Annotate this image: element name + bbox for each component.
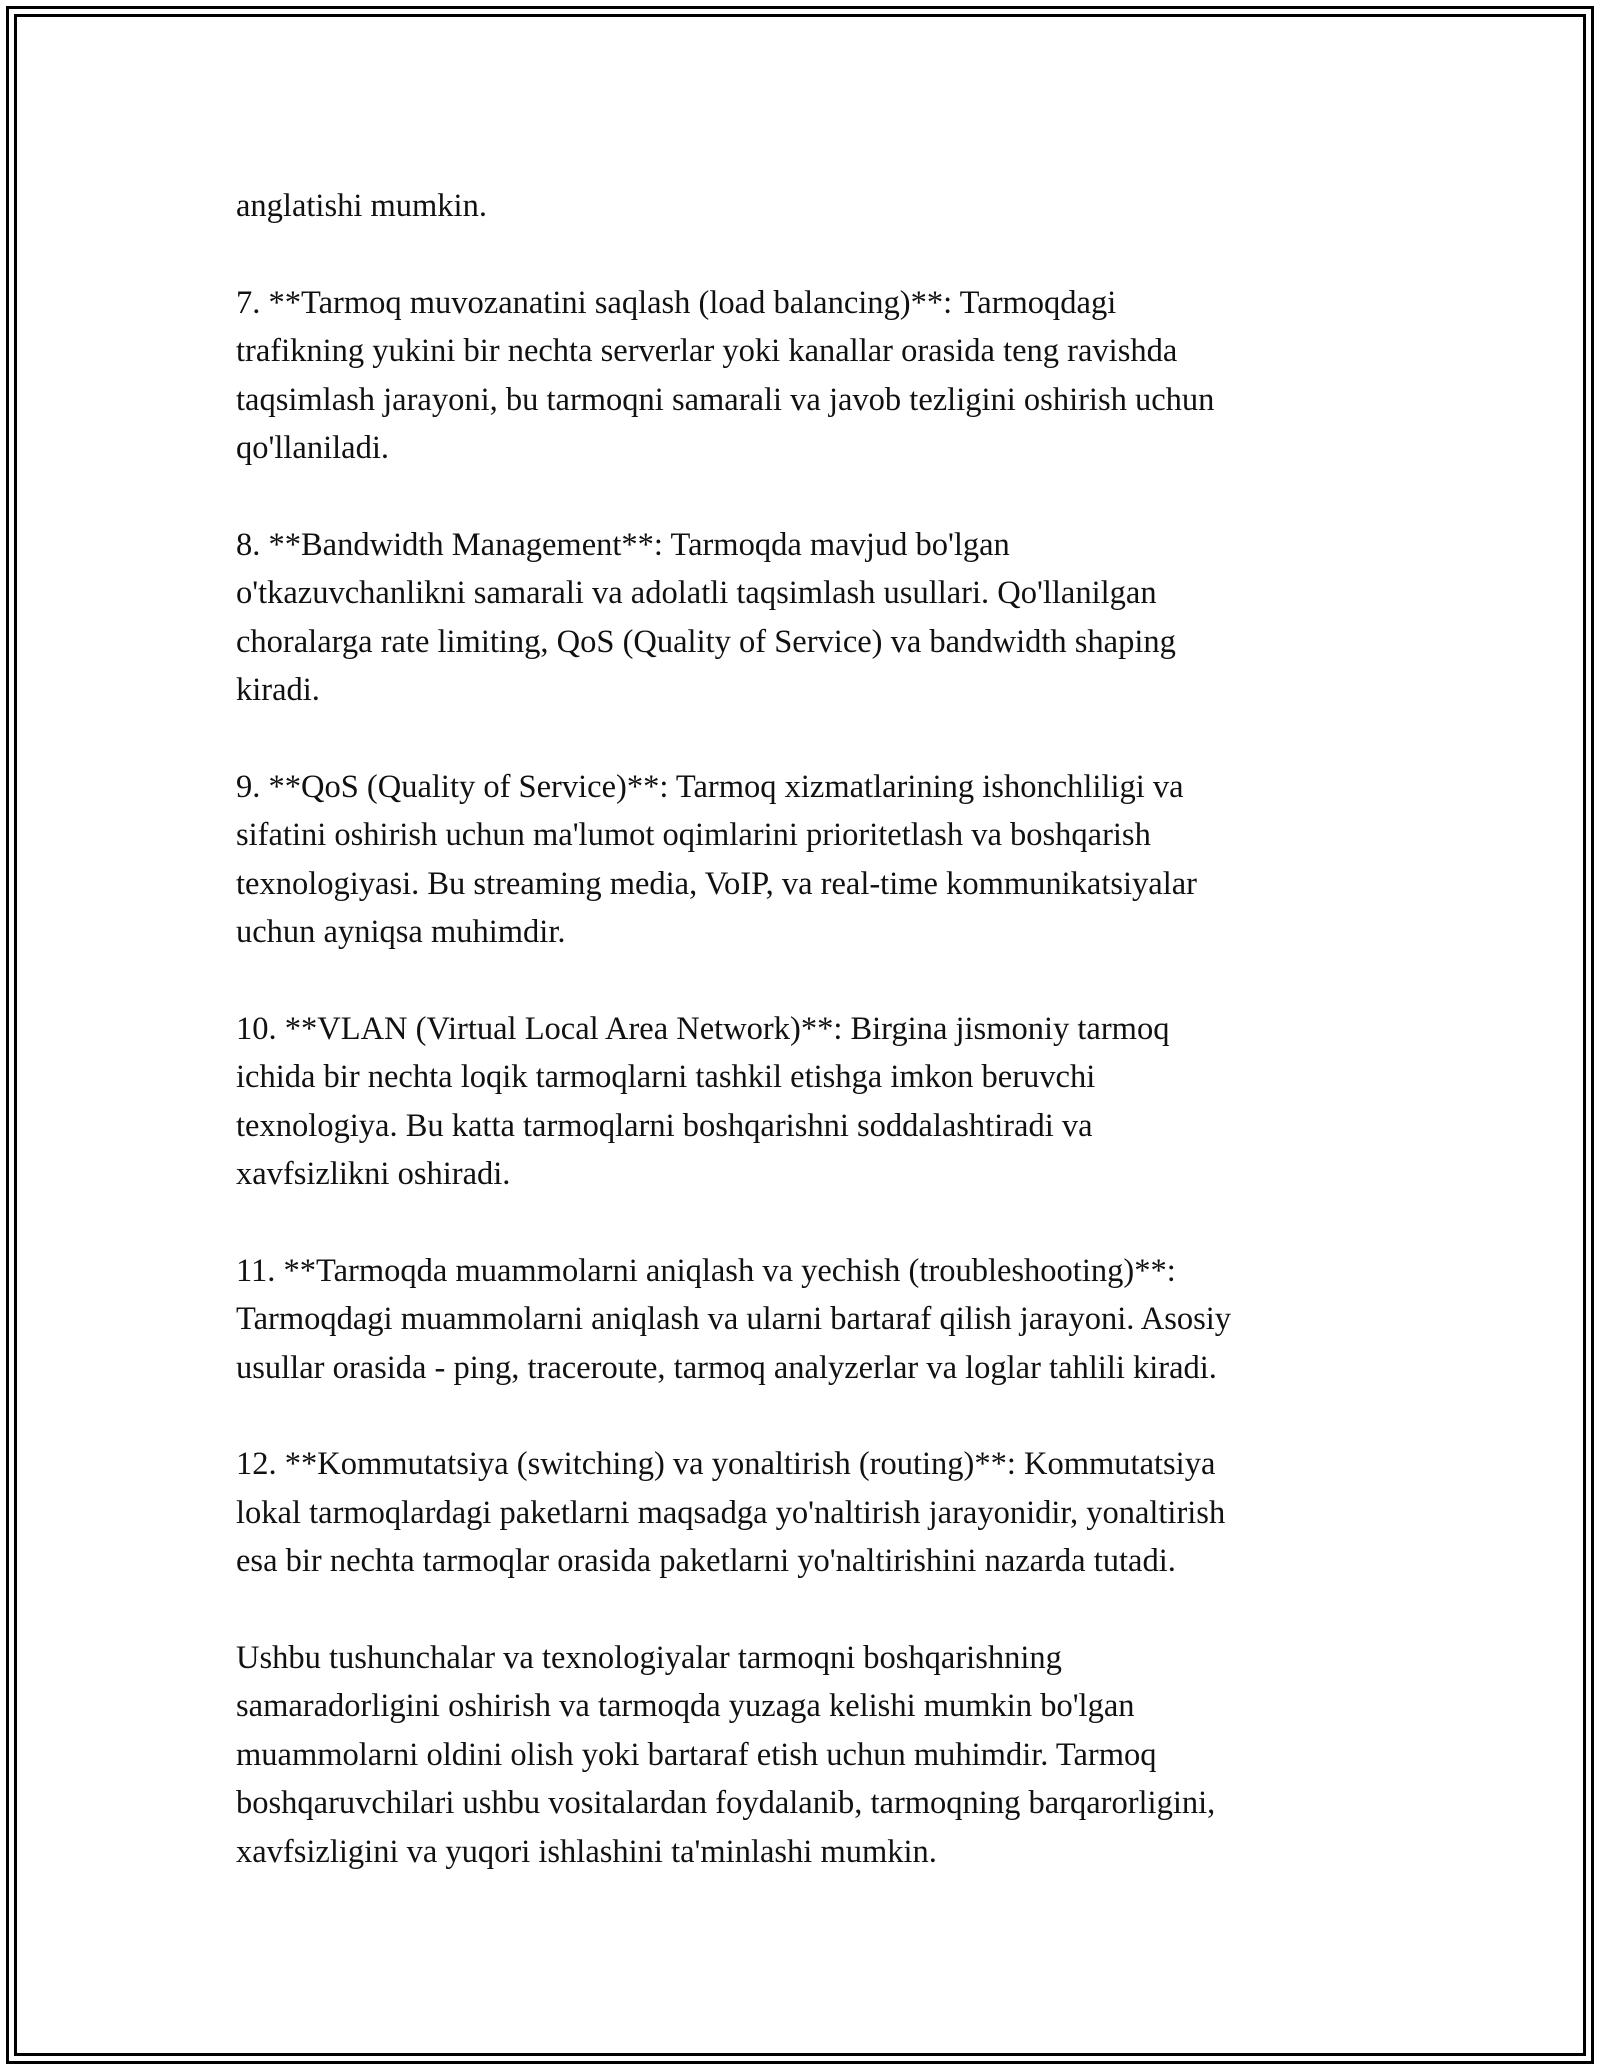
- document-body: [236, 182, 1366, 1925]
- paragraph-item-10: 10. **VLAN (Virtual Local Area Network)**: Birgina jismoniy tarmoq ichida bir nechta loqik tarmoqlarni tashkil etishga imkon beruvchi texnologiya. Bu katta tarmoqlarni boshqarishni soddalashtiradi va xavfsizlikni oshiradi.: [236, 1010, 1170, 1193]
- paragraph-conclusion: Ushbu tushunchalar va texnologiyalar tarmoqni boshqarishning samaradorligini oshirish va tarmoqda yuzaga kelishi mumkin bo'lgan muammolarni oldini olish yoki bartaraf etish uchun muhimdir. Tarmoq boshqaruvchilari ushbu vositalardan foydalanib, tarmoqning barqarorligini, xavfsizligini va yuqori ishlashini ta'minlashi mumkin.: [236, 1640, 1216, 1870]
- paragraph-item-11: 11. **Tarmoqda muammolarni aniqlash va yechish (troubleshooting)**: Tarmoqdagi muammolarni aniqlash va ularni bartaraf qilish jarayoni. Asosiy usullar orasida - ping, traceroute, tarmoq analyzerlar va loglar tahlili kiradi.: [236, 1252, 1232, 1386]
- paragraph-continuation: anglatishi mumkin.: [236, 188, 487, 224]
- paragraph-item-7: 7. **Tarmoq muvozanatini saqlash (load balancing)**: Tarmoqdagi trafikning yukini bir nechta serverlar yoki kanallar orasida teng ravishda taqsimlash jarayoni, bu tarmoqni samarali va javob tezligini oshirish uchun qo'llaniladi.: [236, 284, 1215, 467]
- paragraph-item-12: 12. **Kommutatsiya (switching) va yonaltirish (routing)**: Kommutatsiya lokal tarmoqlardagi paketlarni maqsadga yo'naltirish jarayonidir, yonaltirish esa bir nechta tarmoqlar orasida paketlarni yo'naltirishini nazarda tutadi.: [236, 1446, 1226, 1580]
- paragraph-item-9: 9. **QoS (Quality of Service)**: Tarmoq xizmatlarining ishonchliligi va sifatini oshirish uchun ma'lumot oqimlarini prioritetlash va boshqarish texnologiyasi. Bu streaming media, VoIP, va real-time kommunikatsiyalar uchun ayniqsa muhimdir.: [236, 768, 1197, 951]
- paragraph-item-8: 8. **Bandwidth Management**: Tarmoqda mavjud bo'lgan o'tkazuvchanlikni samarali va adolatli taqsimlash usullari. Qo'llanilgan choralarga rate limiting, QoS (Quality of Service) va bandwidth shaping kiradi.: [236, 526, 1176, 709]
